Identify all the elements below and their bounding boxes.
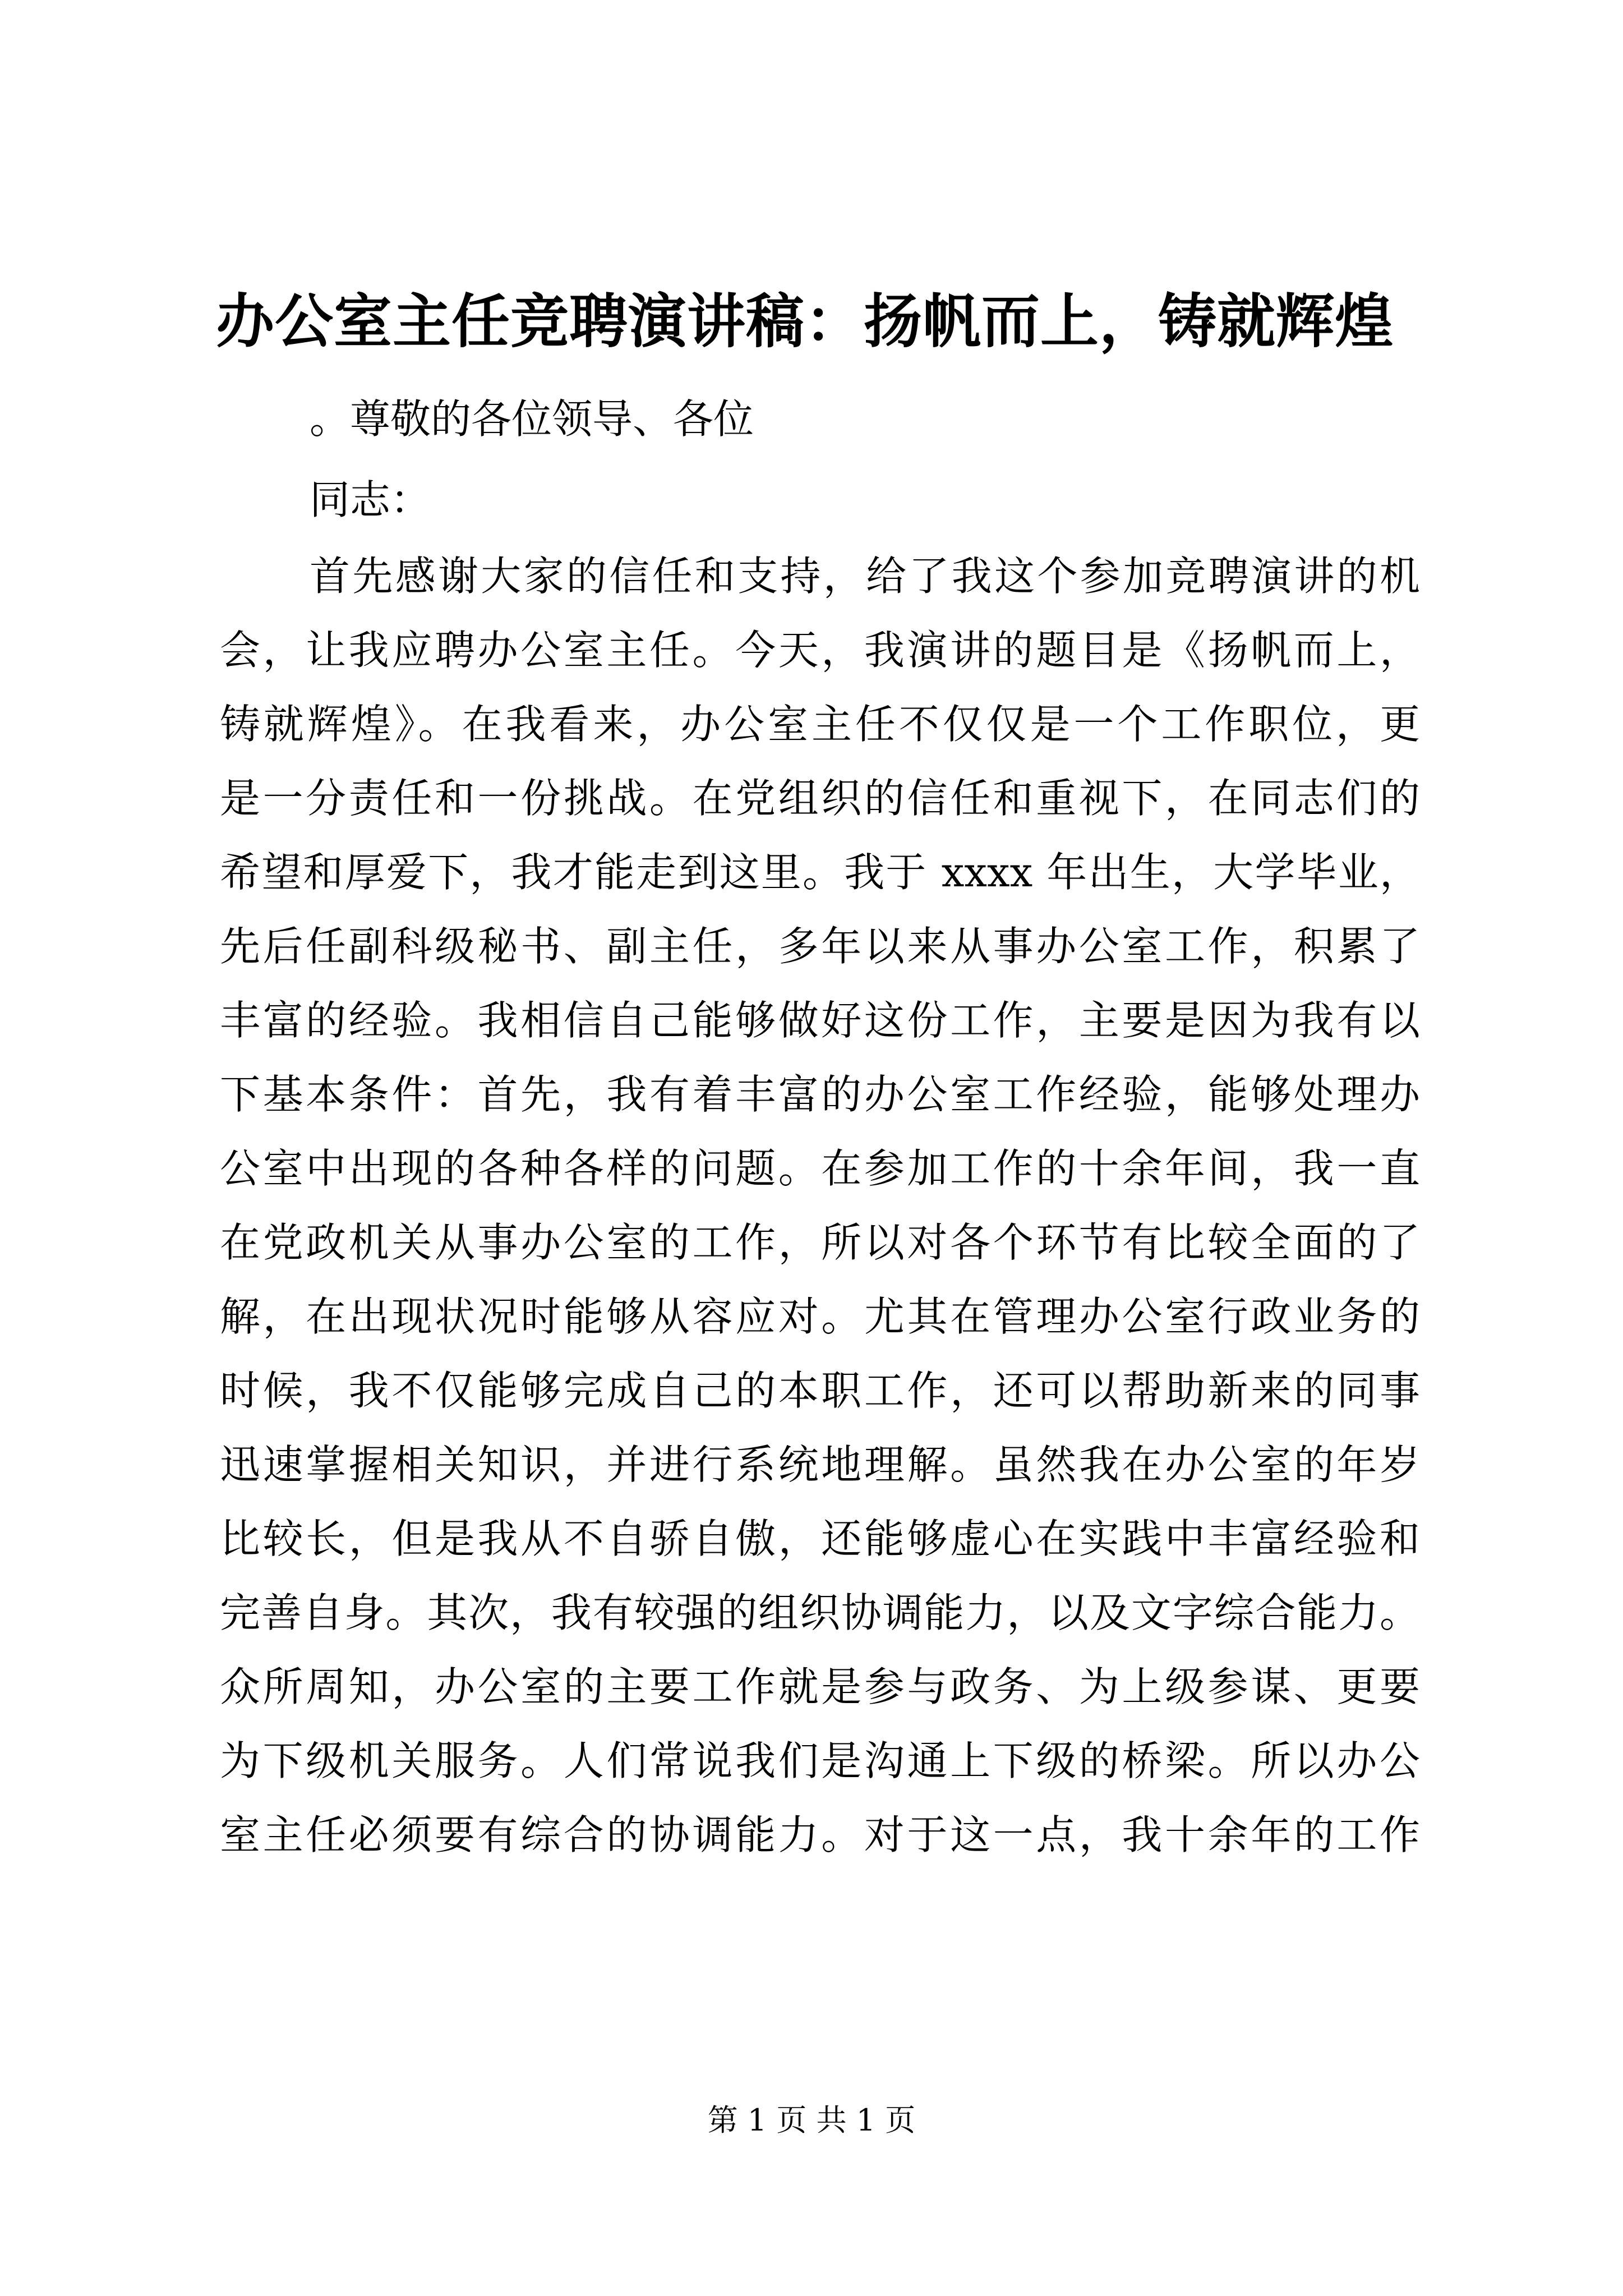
body-line: 希望和厚爱下，我才能走到这里。我于 xxxx 年出生，大学毕业， (220, 849, 1420, 896)
body-line: 室主任必须要有综合的协调能力。对于这一点，我十余年的工作 (220, 1811, 1420, 1858)
body-line: 众所周知，办公室的主要工作就是参与政务、为上级参谋、更要 (220, 1663, 1420, 1710)
body-line: 比较长，但是我从不自骄自傲，还能够虚心在实践中丰富经验和 (220, 1515, 1420, 1562)
body-line: 下基本条件：首先，我有着丰富的办公室工作经验，能够处理办 (220, 1071, 1420, 1118)
body-line: 迅速掌握相关知识，并进行系统地理解。虽然我在办公室的年岁 (220, 1441, 1420, 1488)
body-line: 完善自身。其次，我有较强的组织协调能力，以及文字综合能力。 (220, 1589, 1420, 1636)
body-line: 时候，我不仅能够完成自己的本职工作，还可以帮助新来的同事 (220, 1367, 1420, 1414)
page-footer: 第 1 页 共 1 页 (707, 2102, 916, 2138)
body-line: 铸就辉煌》。在我看来，办公室主任不仅仅是一个工作职位，更 (220, 701, 1420, 748)
body-line: 是一分责任和一份挑战。在党组织的信任和重视下，在同志们的 (220, 775, 1420, 822)
body-line: 解，在出现状况时能够从容应对。尤其在管理办公室行政业务的 (220, 1293, 1420, 1340)
body-line: 首先感谢大家的信任和支持，给了我这个参加竞聘演讲的机 (310, 553, 1420, 600)
body-line: 公室中出现的各种各样的问题。在参加工作的十余年间，我一直 (220, 1145, 1420, 1192)
salutation-line: 。尊敬的各位领导、各位 (310, 395, 754, 443)
greeting-line: 同志： (310, 476, 431, 523)
body-line: 在党政机关从事办公室的工作，所以对各个环节有比较全面的了 (220, 1219, 1420, 1266)
body-line: 为下级机关服务。人们常说我们是沟通上下级的桥梁。所以办公 (220, 1737, 1420, 1784)
body-line: 先后任副科级秘书、副主任，多年以来从事办公室工作，积累了 (220, 923, 1420, 970)
document-title: 办公室主任竞聘演讲稿：扬帆而上，铸就辉煌 (216, 287, 1394, 356)
body-text (220, 539, 1420, 1872)
body-line: 丰富的经验。我相信自己能够做好这份工作，主要是因为我有以 (220, 997, 1420, 1044)
body-line: 会，让我应聘办公室主任。今天，我演讲的题目是《扬帆而上， (220, 627, 1420, 674)
